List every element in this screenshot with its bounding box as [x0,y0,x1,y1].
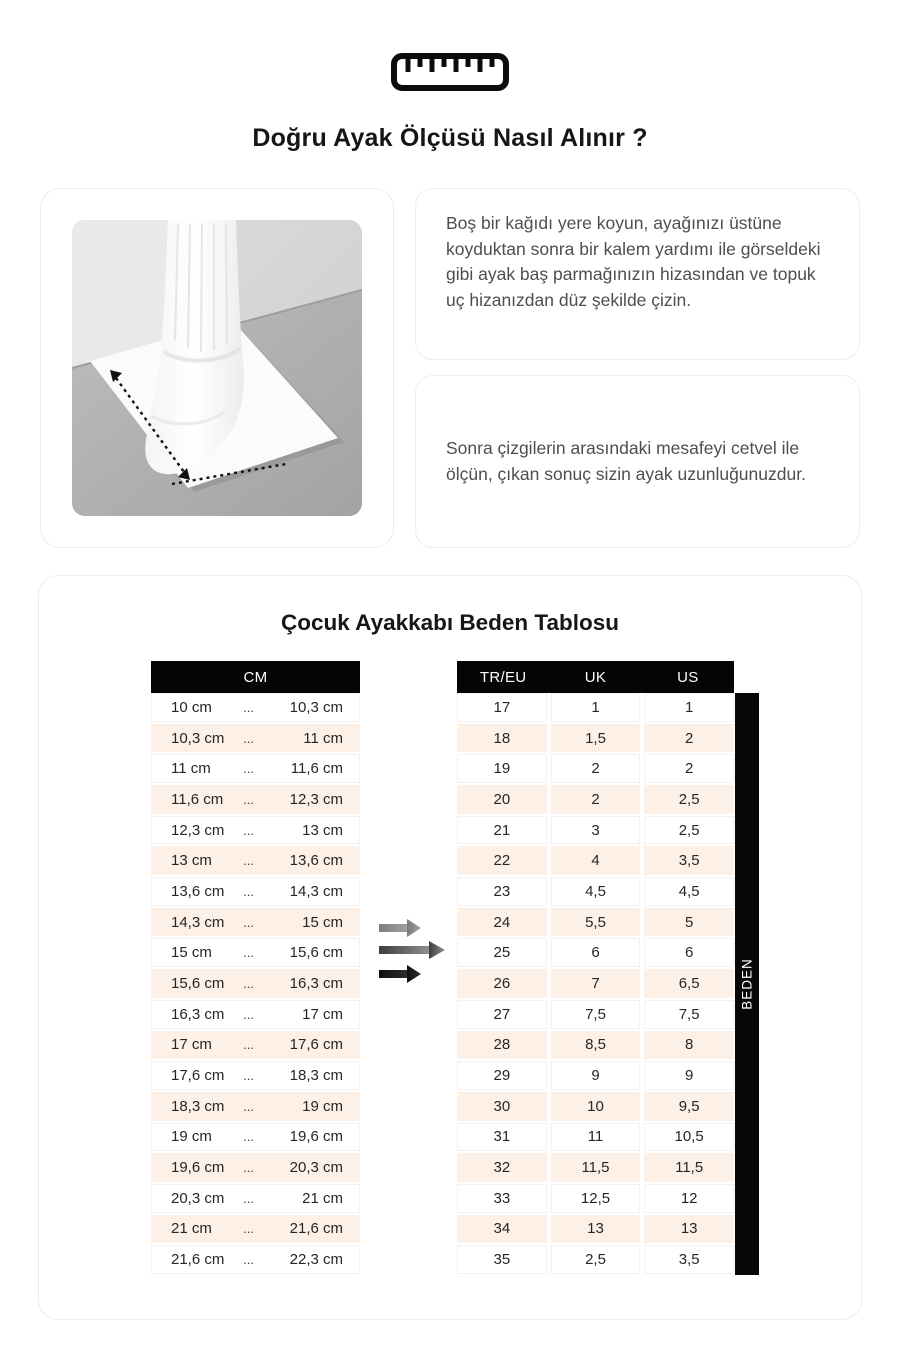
size-table-row [457,693,734,722]
cm-from-value: 17,6 cm [171,1067,225,1085]
size-cell: 23 [457,877,547,906]
size-cell: 30 [457,1092,547,1121]
cm-table-header [151,661,360,693]
size-cell: 1 [551,693,641,722]
cm-table [151,661,360,1274]
size-table-row [457,1092,734,1121]
cm-to-value: 15,6 cm [289,944,343,962]
cm-to-value: 19 cm [302,1097,343,1115]
size-cell: 3,5 [644,1245,734,1274]
cm-to-value: 22,3 cm [289,1251,343,1269]
cm-to-value: 16,3 cm [289,974,343,992]
cm-separator: ... [243,699,254,715]
cm-table-rows [151,693,360,1274]
size-cell: 3 [551,816,641,845]
size-table-row [457,785,734,814]
cm-table-row [151,816,360,845]
size-cell: 33 [457,1184,547,1213]
size-cell: 31 [457,1123,547,1152]
page-title: Doğru Ayak Ölçüsü Nasıl Alınır ? [252,124,648,152]
size-cell: 2 [551,785,641,814]
cm-to-value: 20,3 cm [289,1159,343,1177]
cm-to-value: 18,3 cm [289,1067,343,1085]
cm-to-value: 17 cm [302,1005,343,1023]
size-cell: 5 [644,908,734,937]
size-cell: 32 [457,1153,547,1182]
size-table-row [457,1031,734,1060]
size-cell: 8 [644,1031,734,1060]
cm-from-value: 17 cm [171,1036,212,1054]
cm-separator: ... [243,853,254,869]
size-cell: 2,5 [644,816,734,845]
size-cell: 10,5 [644,1123,734,1152]
size-cell: 9,5 [644,1092,734,1121]
size-cell: 6 [644,938,734,967]
cm-table-row [151,969,360,998]
size-cell: 35 [457,1245,547,1274]
cm-table-row [151,785,360,814]
foot-photo-card [40,188,394,548]
cm-from-value: 13 cm [171,852,212,870]
size-cell: 6,5 [644,969,734,998]
cm-from-value: 16,3 cm [171,1005,225,1023]
cm-table-row [151,877,360,906]
size-cell: 11,5 [644,1153,734,1182]
cm-to-value: 13,6 cm [289,852,343,870]
instruction-step-1 [415,188,860,360]
size-cell: 1,5 [551,724,641,753]
size-table-row [457,908,734,937]
cm-separator: ... [243,883,254,899]
size-cell: 13 [644,1215,734,1244]
instruction-step-2-text: Sonra çizgilerin arasındaki mesafeyi cetvel ile ölçün, çıkan sonuç sizin ayak uzunluğunuzdur. [446,437,806,484]
size-table-row [457,846,734,875]
ruler-icon-svg [390,52,510,92]
size-cell: 1 [644,693,734,722]
cm-to-value: 19,6 cm [289,1128,343,1146]
cm-table-row [151,724,360,753]
instruction-texts [415,188,860,548]
size-cell: 8,5 [551,1031,641,1060]
cm-header-label: CM [243,668,268,686]
cm-from-value: 15,6 cm [171,974,225,992]
cm-table-row [151,1123,360,1152]
cm-table-row [151,908,360,937]
cm-to-value: 12,3 cm [289,790,343,808]
size-table-row [457,1215,734,1244]
cm-separator: ... [243,1098,254,1114]
size-table [457,661,734,1274]
cm-from-value: 15 cm [171,944,212,962]
size-table-row [457,1184,734,1213]
transfer-arrows-svg [379,917,447,989]
cm-table-row [151,1000,360,1029]
cm-separator: ... [243,791,254,807]
size-table-row [457,1061,734,1090]
size-cell: 27 [457,1000,547,1029]
size-table-row [457,816,734,845]
cm-from-value: 11,6 cm [171,790,224,808]
size-cell: 7,5 [551,1000,641,1029]
cm-from-value: 21 cm [171,1220,212,1238]
size-table-row [457,1123,734,1152]
foot-measurement-illustration [72,220,362,516]
size-header-uk: UK [584,668,607,686]
cm-table-row [151,846,360,875]
cm-from-value: 10,3 cm [171,729,225,747]
size-cell: 7 [551,969,641,998]
size-table-row [457,1245,734,1274]
size-table-row [457,754,734,783]
size-cell: 12 [644,1184,734,1213]
cm-from-value: 11 cm [171,760,211,778]
cm-separator: ... [243,1160,254,1176]
foot-measurement-image [72,220,362,516]
cm-table-row [151,938,360,967]
cm-separator: ... [243,730,254,746]
size-header-tr-eu: TR/EU [479,668,527,686]
size-cell: 9 [644,1061,734,1090]
size-cell: 25 [457,938,547,967]
transfer-arrows-icon [379,917,447,989]
size-cell: 17 [457,693,547,722]
instruction-section [40,188,860,548]
size-cell: 12,5 [551,1184,641,1213]
cm-from-value: 19,6 cm [171,1159,225,1177]
cm-to-value: 11 cm [303,729,343,747]
size-cell: 2,5 [551,1245,641,1274]
size-cell: 29 [457,1061,547,1090]
instruction-step-1-text: Boş bir kağıdı yere koyun, ayağınızı üstüne koyduktan sonra bir kalem yardımı ile görseldeki gibi ayak baş parmağınızın hizasından ve topuk uç hizanızdan düz şekilde çizin. [446,213,821,311]
size-chart-title: Çocuk Ayakkabı Beden Tablosu [280,610,619,635]
cm-table-row [151,693,360,722]
cm-separator: ... [243,1129,254,1145]
size-cell: 11 [551,1123,641,1152]
size-cell: 3,5 [644,846,734,875]
cm-table-row [151,1245,360,1274]
cm-from-value: 12,3 cm [171,821,225,839]
size-cell: 4 [551,846,641,875]
cm-from-value: 20,3 cm [171,1189,225,1207]
size-cell: 2,5 [644,785,734,814]
cm-to-value: 13 cm [302,821,343,839]
size-table-row [457,877,734,906]
size-header-us: US [677,668,699,686]
beden-side-label: BEDEN [739,958,755,1010]
size-cell: 28 [457,1031,547,1060]
size-cell: 26 [457,969,547,998]
size-table-row [457,724,734,753]
cm-separator: ... [243,1221,254,1237]
cm-separator: ... [243,822,254,838]
size-cell: 19 [457,754,547,783]
cm-separator: ... [243,1190,254,1206]
size-cell: 9 [551,1061,641,1090]
cm-separator: ... [243,1006,254,1022]
cm-separator: ... [243,1037,254,1053]
size-cell: 22 [457,846,547,875]
size-cell: 24 [457,908,547,937]
size-cell: 7,5 [644,1000,734,1029]
cm-table-row [151,1061,360,1090]
cm-from-value: 10 cm [171,698,212,716]
size-chart-tables [39,661,861,1281]
cm-separator: ... [243,1252,254,1268]
size-cell: 2 [644,754,734,783]
cm-from-value: 13,6 cm [171,882,225,900]
cm-from-value: 14,3 cm [171,913,225,931]
cm-separator: ... [243,914,254,930]
cm-table-row [151,1031,360,1060]
size-table-row [457,938,734,967]
size-cell: 4,5 [551,877,641,906]
cm-to-value: 21 cm [302,1189,343,1207]
cm-to-value: 14,3 cm [289,882,343,900]
size-table-row [457,1000,734,1029]
size-cell: 21 [457,816,547,845]
size-cell: 11,5 [551,1153,641,1182]
size-cell: 6 [551,938,641,967]
cm-table-row [151,754,360,783]
size-cell: 5,5 [551,908,641,937]
cm-to-value: 10,3 cm [289,698,343,716]
size-table-row [457,1153,734,1182]
size-chart-card [38,575,862,1320]
cm-table-row [151,1153,360,1182]
beden-side-bar [735,693,759,1275]
size-table-row [457,969,734,998]
size-cell: 18 [457,724,547,753]
cm-separator: ... [243,945,254,961]
cm-from-value: 19 cm [171,1128,212,1146]
cm-separator: ... [243,975,254,991]
size-cell: 13 [551,1215,641,1244]
cm-separator: ... [243,761,254,777]
size-table-header [457,661,734,693]
ruler-icon [0,52,900,92]
cm-table-row [151,1184,360,1213]
size-cell: 20 [457,785,547,814]
cm-to-value: 17,6 cm [289,1036,343,1054]
cm-to-value: 11,6 cm [290,760,343,778]
size-cell: 4,5 [644,877,734,906]
cm-from-value: 21,6 cm [171,1251,225,1269]
cm-to-value: 15 cm [302,913,343,931]
instruction-step-2 [415,375,860,548]
cm-to-value: 21,6 cm [289,1220,343,1238]
cm-table-row [151,1215,360,1244]
size-cell: 34 [457,1215,547,1244]
cm-from-value: 18,3 cm [171,1097,225,1115]
size-cell: 10 [551,1092,641,1121]
size-cell: 2 [551,754,641,783]
size-cell: 2 [644,724,734,753]
cm-table-row [151,1092,360,1121]
cm-separator: ... [243,1068,254,1084]
size-table-rows [457,693,734,1274]
